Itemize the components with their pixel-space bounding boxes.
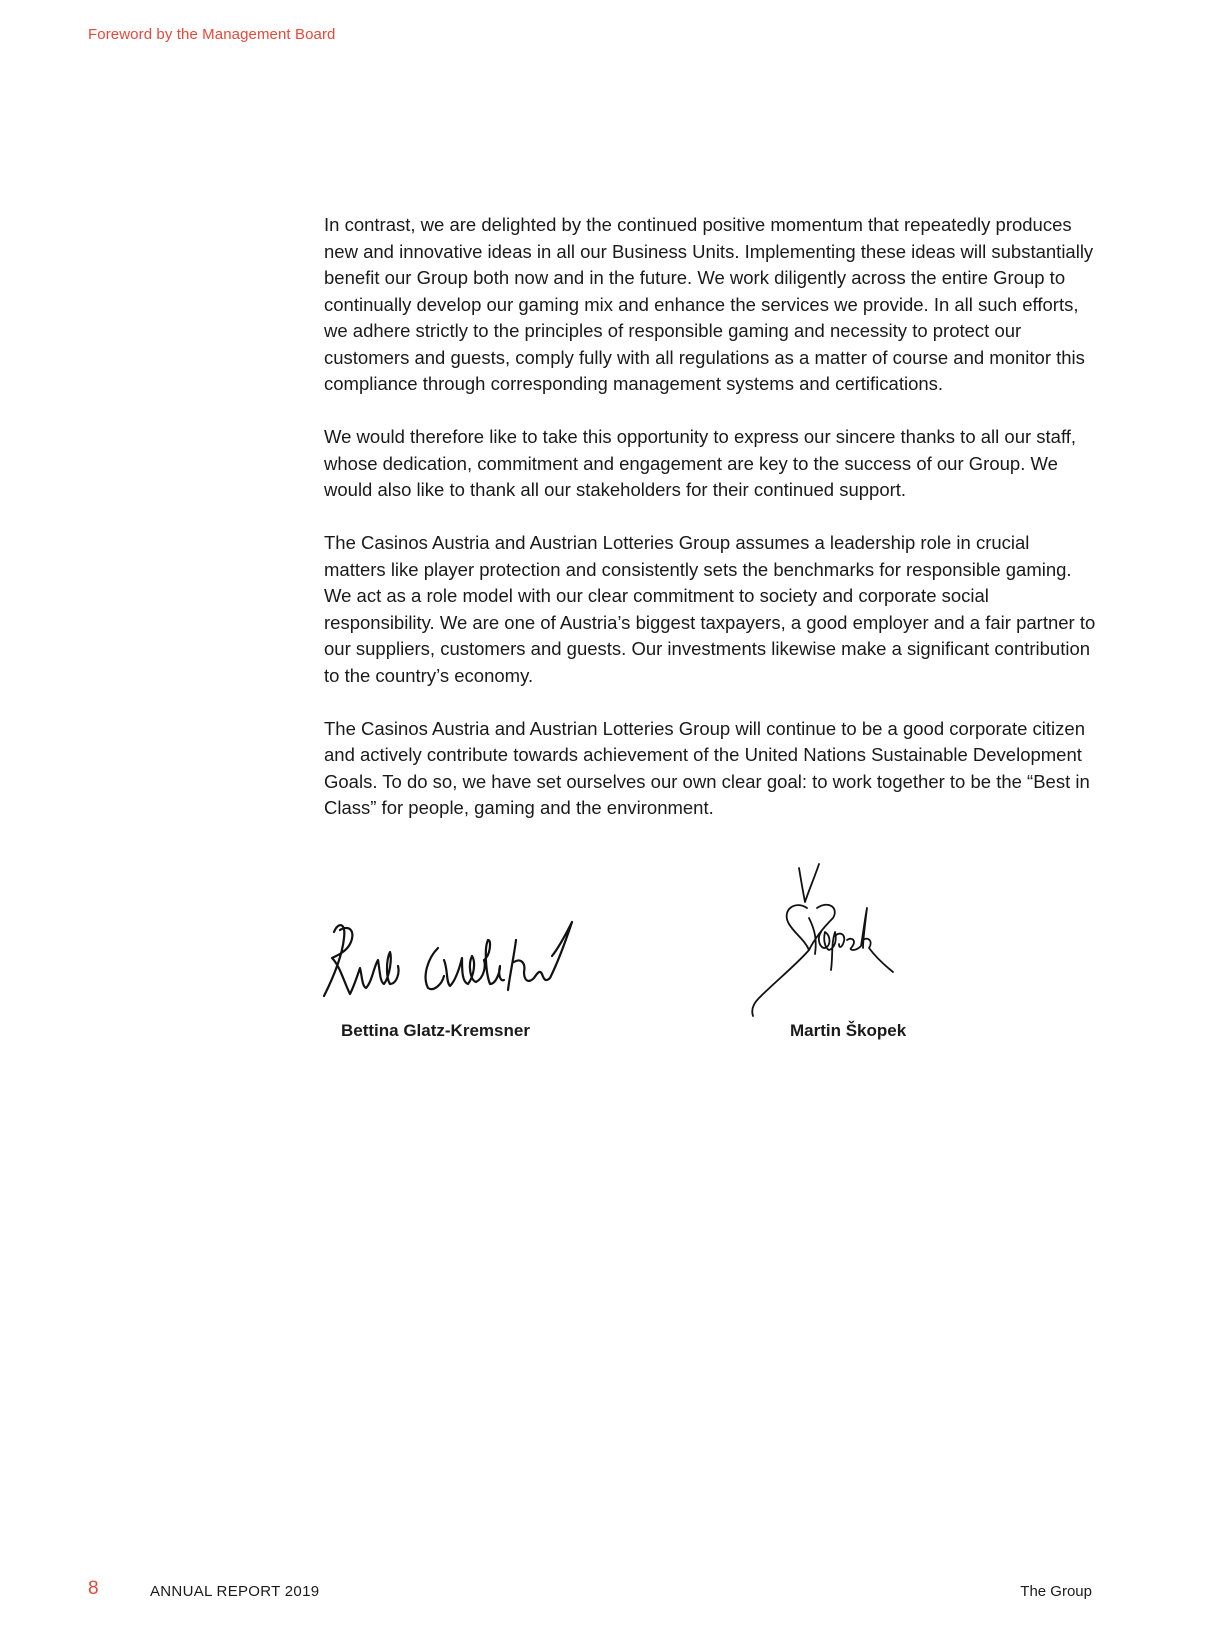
report-title: ANNUAL REPORT 2019	[150, 1583, 320, 1600]
footer-section-label: The Group	[1020, 1583, 1092, 1600]
section-title: Foreword by the Management Board	[88, 26, 336, 43]
paragraph: The Casinos Austria and Austrian Lotteries Group assumes a leadership role in crucial matters like player protection and consistently sets the benchmarks for responsible gaming. We act as a role model with our clear commitment to society and corporate social responsibility. We are one of Austria’s biggest taxpayers, a good employer and a fair partner to our suppliers, customers and guests. Our investments likewise make a significant contribution to the country’s economy.	[324, 532, 1096, 686]
page-number: 8	[88, 1578, 99, 1599]
signature-skopek	[745, 860, 905, 1025]
paragraph: The Casinos Austria and Austrian Lotteries Group will continue to be a good corporate citizen and actively contribute towards achievement of the United Nations Sustainable Development Goals. To do so, we have set ourselves our own clear goal: to work together to be the “Best in Class” for people, gaming and the environment.	[324, 717, 1090, 818]
signature-glatz-kremsner	[320, 900, 580, 1010]
foreword-body	[324, 212, 1096, 848]
signer-name-glatz-kremsner: Bettina Glatz-Kremsner	[341, 1021, 530, 1040]
paragraph: In contrast, we are delighted by the continued positive momentum that repeatedly produces new and innovative ideas in all our Business Units. Implementing these ideas will substantially benefit our Group both now and in the future. We work diligently across the entire Group to continually develop our gaming mix and enhance the services we provide. In all such efforts, we adhere strictly to the principles of responsible gaming and necessity to protect our customers and guests, comply fully with all regulations as a matter of course and monitor this compliance through corresponding management systems and certifications.	[324, 214, 1094, 394]
signer-name-skopek: Martin Škopek	[790, 1021, 907, 1040]
paragraph: We would therefore like to take this opportunity to express our sincere thanks to all our staff, whose dedication, commitment and engagement are key to the success of our Group. We would also like to thank all our stakeholders for their continued support.	[324, 426, 1077, 500]
